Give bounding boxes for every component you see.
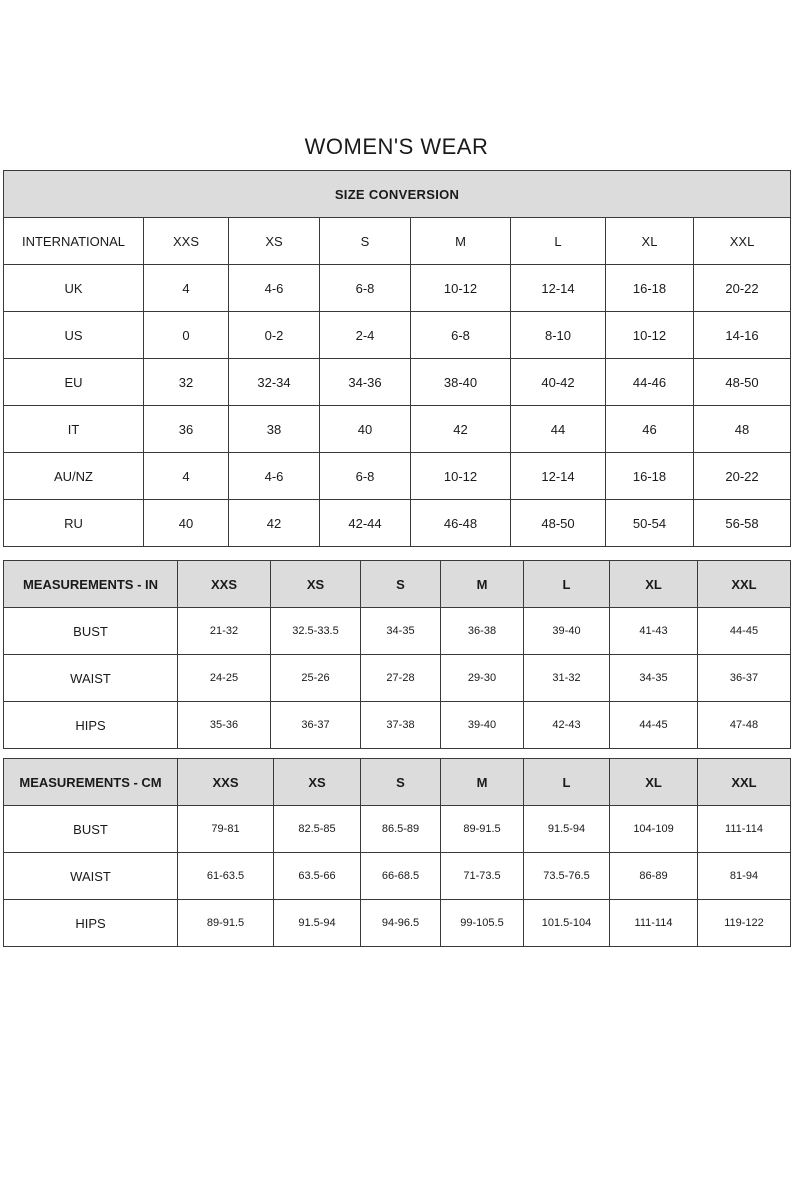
table-cell: 10-12 <box>411 265 511 312</box>
table-cell: 48-50 <box>511 500 606 547</box>
table-cell: 4-6 <box>229 453 320 500</box>
row-label: AU/NZ <box>4 453 144 500</box>
table-cell: 40 <box>320 406 411 453</box>
table-cell: 79-81 <box>178 806 274 853</box>
table-cell: 32-34 <box>229 359 320 406</box>
table-row <box>4 806 791 853</box>
table-cell: 31-32 <box>524 655 610 702</box>
size-header-cell: M <box>441 561 524 608</box>
table-cell: 4-6 <box>229 265 320 312</box>
table-cell: 36-37 <box>271 702 361 749</box>
table-cell: 42 <box>229 500 320 547</box>
size-header-cell: S <box>361 561 441 608</box>
table-cell: 47-48 <box>698 702 791 749</box>
table-cell: 42-43 <box>524 702 610 749</box>
table-cell: 48 <box>694 406 791 453</box>
size-header-cell: XXS <box>178 759 274 806</box>
measurements-cm-header-row <box>4 759 791 806</box>
table-cell: 91.5-94 <box>524 806 610 853</box>
table-cell: 12-14 <box>511 265 606 312</box>
row-label: WAIST <box>4 853 178 900</box>
table-row <box>4 900 791 947</box>
page-title: WOMEN'S WEAR <box>304 134 489 159</box>
table-cell: 14-16 <box>694 312 791 359</box>
table-cell: 99-105.5 <box>441 900 524 947</box>
table-cell: 0-2 <box>229 312 320 359</box>
size-header-cell: M <box>411 218 511 265</box>
table-cell: 25-26 <box>271 655 361 702</box>
table-row <box>4 655 791 702</box>
row-label: BUST <box>4 806 178 853</box>
table-cell: 6-8 <box>320 265 411 312</box>
table-cell: 46-48 <box>411 500 511 547</box>
table-cell: 34-36 <box>320 359 411 406</box>
table-cell: 50-54 <box>606 500 694 547</box>
table-cell: 44-45 <box>610 702 698 749</box>
table-cell: 36-38 <box>441 608 524 655</box>
size-header-cell: XXL <box>694 218 791 265</box>
table-cell: 71-73.5 <box>441 853 524 900</box>
size-header-cell: S <box>320 218 411 265</box>
table-cell: 66-68.5 <box>361 853 441 900</box>
table-cell: 119-122 <box>698 900 791 947</box>
table-cell: 36-37 <box>698 655 791 702</box>
measurements-in-header-row <box>4 561 791 608</box>
table-cell: 40 <box>144 500 229 547</box>
table-cell: 42-44 <box>320 500 411 547</box>
size-header-cell: XXL <box>698 561 791 608</box>
size-header-cell: XL <box>606 218 694 265</box>
table-cell: 111-114 <box>610 900 698 947</box>
table-cell: 6-8 <box>411 312 511 359</box>
size-header-cell: S <box>361 759 441 806</box>
table-cell: 20-22 <box>694 453 791 500</box>
size-header-cell: XS <box>229 218 320 265</box>
table-cell: 32 <box>144 359 229 406</box>
table-cell: 36 <box>144 406 229 453</box>
row-label: RU <box>4 500 144 547</box>
table-row <box>4 608 791 655</box>
table-cell: 39-40 <box>524 608 610 655</box>
table-cell: 39-40 <box>441 702 524 749</box>
table-cell: 32.5-33.5 <box>271 608 361 655</box>
table-cell: 38 <box>229 406 320 453</box>
table-cell: 24-25 <box>178 655 271 702</box>
row-label: BUST <box>4 608 178 655</box>
table-cell: 86-89 <box>610 853 698 900</box>
table-cell: 4 <box>144 453 229 500</box>
table-cell: 44 <box>511 406 606 453</box>
size-header-cell: XL <box>610 759 698 806</box>
table-cell: 81-94 <box>698 853 791 900</box>
size-conversion-table <box>3 170 791 547</box>
table-row <box>4 312 791 359</box>
table-cell: 10-12 <box>606 312 694 359</box>
table-cell: 73.5-76.5 <box>524 853 610 900</box>
size-header-row <box>4 218 791 265</box>
table-row <box>4 406 791 453</box>
table-cell: 82.5-85 <box>274 806 361 853</box>
row-label: HIPS <box>4 702 178 749</box>
table-cell: 12-14 <box>511 453 606 500</box>
size-header-cell: L <box>524 561 610 608</box>
table-cell: 37-38 <box>361 702 441 749</box>
table-cell: 20-22 <box>694 265 791 312</box>
measurements-in-table <box>3 560 791 749</box>
table-row <box>4 853 791 900</box>
row-label: HIPS <box>4 900 178 947</box>
table-cell: 34-35 <box>361 608 441 655</box>
measurements-in-heading: MEASUREMENTS - IN <box>4 561 178 608</box>
row-label: IT <box>4 406 144 453</box>
table-row <box>4 265 791 312</box>
table-cell: 101.5-104 <box>524 900 610 947</box>
table-cell: 38-40 <box>411 359 511 406</box>
size-header-cell: XXL <box>698 759 791 806</box>
table-cell: 86.5-89 <box>361 806 441 853</box>
table-cell: 16-18 <box>606 453 694 500</box>
table-cell: 104-109 <box>610 806 698 853</box>
table-cell: 89-91.5 <box>441 806 524 853</box>
table-cell: 40-42 <box>511 359 606 406</box>
table-cell: 16-18 <box>606 265 694 312</box>
measurements-cm-table <box>3 758 791 947</box>
table-cell: 89-91.5 <box>178 900 274 947</box>
table-row <box>4 359 791 406</box>
size-conversion-heading: SIZE CONVERSION <box>4 171 791 218</box>
table-cell: 29-30 <box>441 655 524 702</box>
table-cell: 34-35 <box>610 655 698 702</box>
table-row <box>4 500 791 547</box>
table-cell: 63.5-66 <box>274 853 361 900</box>
size-header-cell: M <box>441 759 524 806</box>
table-cell: 44-46 <box>606 359 694 406</box>
table-cell: 2-4 <box>320 312 411 359</box>
measurements-cm-heading: MEASUREMENTS - CM <box>4 759 178 806</box>
table-cell: 94-96.5 <box>361 900 441 947</box>
size-header-cell: L <box>511 218 606 265</box>
table-row <box>4 702 791 749</box>
table-cell: 10-12 <box>411 453 511 500</box>
row-label: US <box>4 312 144 359</box>
size-conversion-banner-row <box>4 171 791 218</box>
size-header-cell: XL <box>610 561 698 608</box>
table-cell: 111-114 <box>698 806 791 853</box>
table-row <box>4 453 791 500</box>
size-header-cell: L <box>524 759 610 806</box>
table-cell: 44-45 <box>698 608 791 655</box>
table-cell: 42 <box>411 406 511 453</box>
table-cell: 6-8 <box>320 453 411 500</box>
table-cell: 91.5-94 <box>274 900 361 947</box>
table-cell: 48-50 <box>694 359 791 406</box>
row-label: WAIST <box>4 655 178 702</box>
size-header-cell: XS <box>271 561 361 608</box>
international-label: INTERNATIONAL <box>4 218 144 265</box>
table-cell: 27-28 <box>361 655 441 702</box>
table-cell: 41-43 <box>610 608 698 655</box>
table-cell: 46 <box>606 406 694 453</box>
row-label: UK <box>4 265 144 312</box>
size-header-cell: XXS <box>178 561 271 608</box>
table-cell: 35-36 <box>178 702 271 749</box>
table-cell: 8-10 <box>511 312 606 359</box>
table-cell: 0 <box>144 312 229 359</box>
table-cell: 61-63.5 <box>178 853 274 900</box>
table-cell: 21-32 <box>178 608 271 655</box>
size-header-cell: XXS <box>144 218 229 265</box>
size-header-cell: XS <box>274 759 361 806</box>
row-label: EU <box>4 359 144 406</box>
table-cell: 56-58 <box>694 500 791 547</box>
table-cell: 4 <box>144 265 229 312</box>
